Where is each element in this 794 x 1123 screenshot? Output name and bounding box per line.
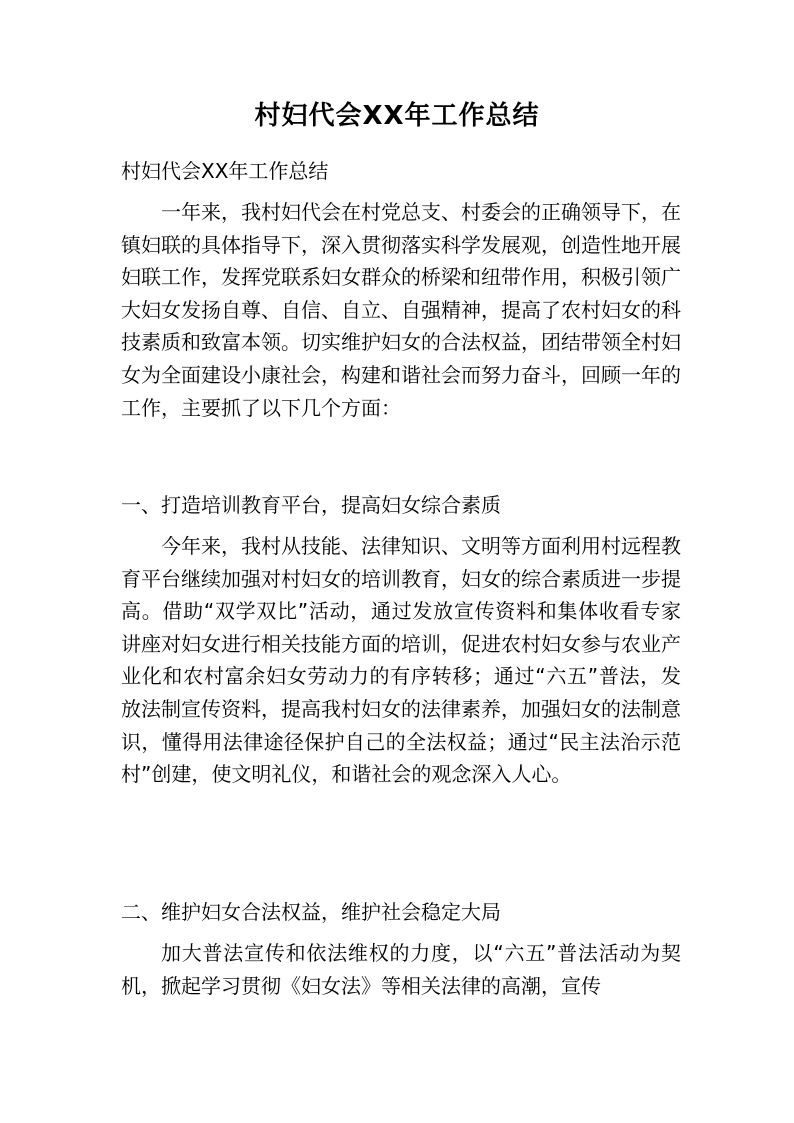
section-body-2: 加大普法宣传和依法维权的力度，以“六五”普法活动为契机，掀起学习贯彻《妇女法》等相关法律的高潮，宣传 (121, 941, 681, 998)
intro-paragraph: 一年来，我村妇代会在村党总支、村委会的正确领导下，在镇妇联的具体指导下，深入贯彻落实科学发展观，创造性地开展妇联工作，发挥党联系妇女群众的桥梁和纽带作用，积极引领广大妇女发扬自尊、自信、自立、自强精神，提高了农村妇女的科技素质和致富本领。切实维护妇女的合法权益，团结带领全村妇女为全面建设小康社会，构建和谐社会而努力奋斗，回顾一年的工作，主要抓了以下几个方面： (121, 200, 681, 420)
document-subtitle: 村妇代会XX年工作总结 (121, 159, 329, 183)
section-heading-1: 一、打造培训教育平台，提高妇女综合素质 (121, 493, 501, 517)
section-body-1: 今年来，我村从技能、法律知识、文明等方面利用村远程教育平台继续加强对村妇女的培训教育，妇女的综合素质进一步提高。借助“双学双比”活动，通过发放宣传资料和集体收看专家讲座对妇女进行相关技能方面的培训，促进农村妇女参与农业产业化和农村富余妇女劳动力的有序转移；通过“六五”普法，发放法制宣传资料，提高我村妇女的法律素养，加强妇女的法制意识，懂得用法律途径保护自己的全法权益；通过“民主法治示范村”创建，使文明礼仪，和谐社会的观念深入人心。 (121, 534, 681, 787)
section-heading-2: 二、维护妇女合法权益，维护社会稳定大局 (121, 900, 501, 924)
document-title: 村妇代会XX年工作总结 (254, 101, 540, 131)
